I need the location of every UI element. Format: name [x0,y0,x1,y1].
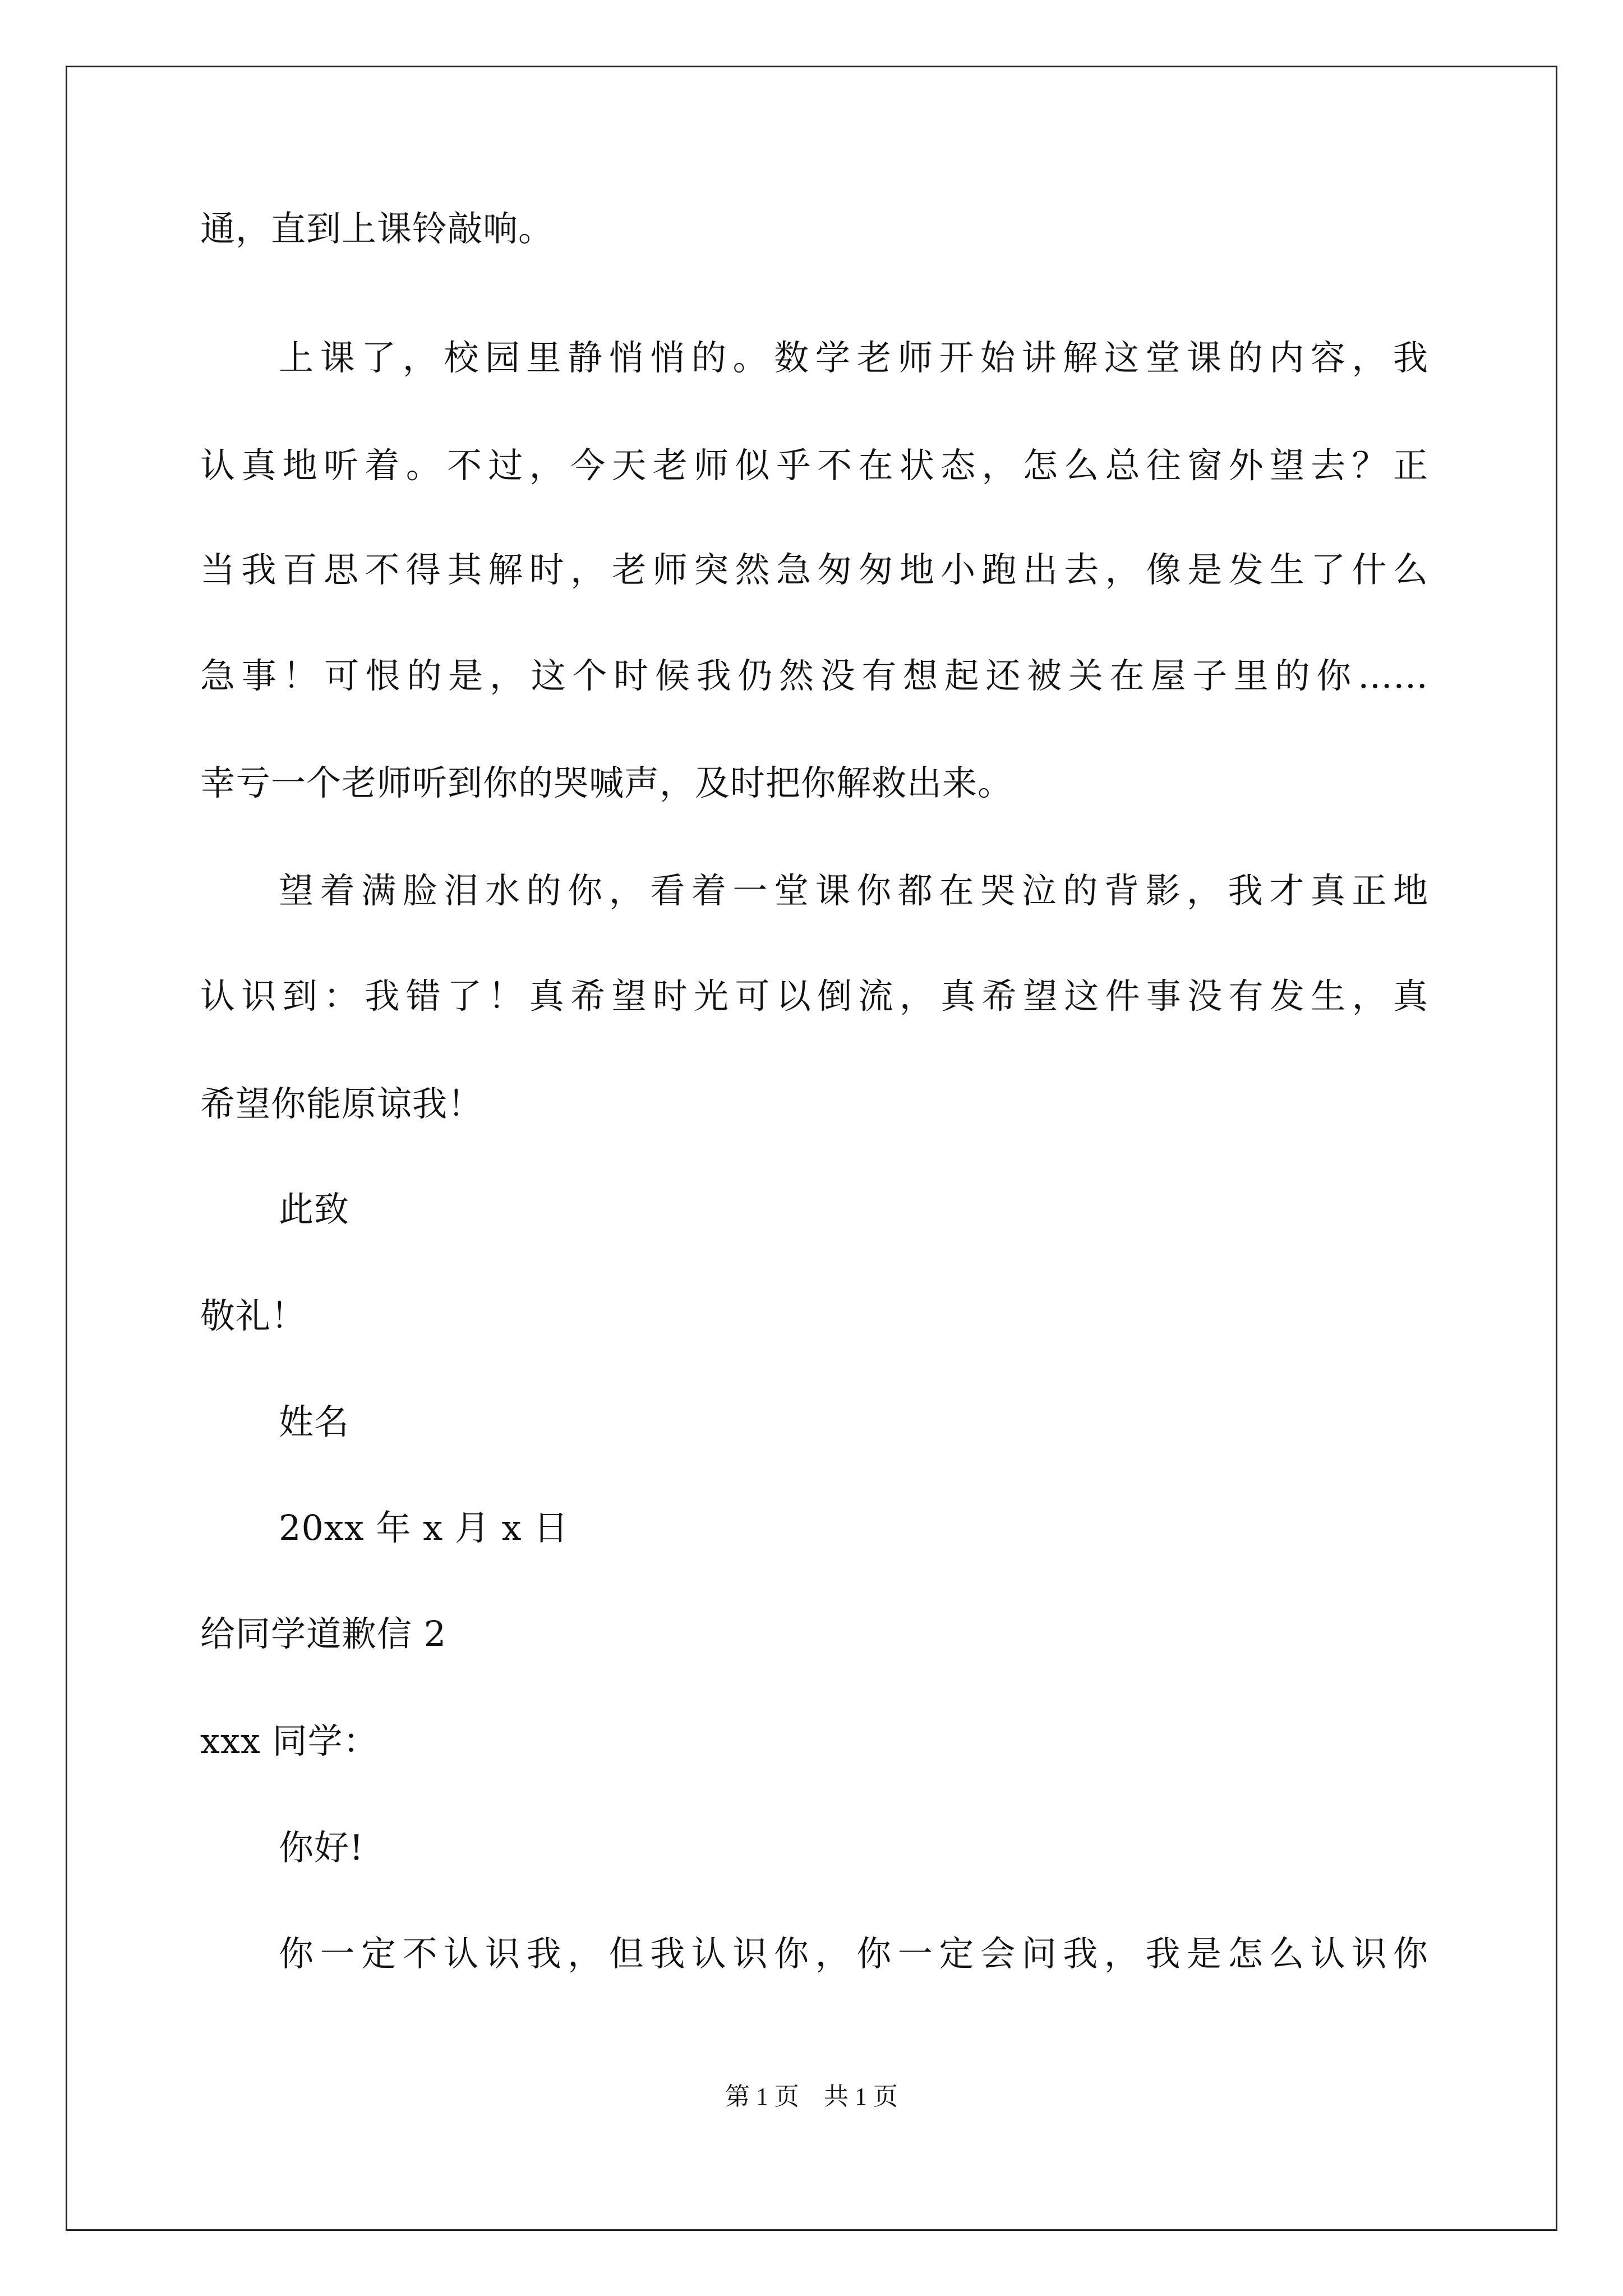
hello-line: 你好! [279,1827,364,1868]
closing-respect: 敬礼！ [200,1295,307,1336]
body-line-2: 上课了，校园里静悄悄的。数学老师开始讲解这堂课的内容，我 [279,337,1428,378]
recipient-greeting: xxx 同学： [200,1720,379,1761]
letter-title: 给同学道歉信 2 [200,1613,447,1654]
body-line-4: 当我百思不得其解时，老师突然急匆匆地小跑出去，像是发生了什么 [200,549,1428,590]
body-line-17: 你一定不认识我，但我认识你，你一定会问我，我是怎么认识你 [279,1933,1428,1974]
page-frame [66,66,1557,2231]
body-line-7: 望着满脸泪水的你，看着一堂课你都在哭泣的背影，我才真正地 [279,870,1428,911]
signature-date: 20xx 年 x 月 x 日 [279,1507,569,1548]
body-line-1: 通，直到上课铃敲响。 [200,208,554,249]
body-line-6: 幸亏一个老师听到你的哭喊声，及时把你解救出来。 [200,762,1013,803]
page-footer: 第 1 页 共 1 页 [725,2083,898,2110]
body-line-5: 急事！可恨的是，这个时候我仍然没有想起还被关在屋子里的你…… [200,655,1428,696]
closing-salutation: 此致 [279,1189,350,1230]
signature-name: 姓名 [279,1401,350,1442]
body-line-9: 希望你能原谅我！ [200,1083,483,1124]
body-line-8: 认识到：我错了！真希望时光可以倒流，真希望这件事没有发生，真 [200,976,1428,1016]
body-line-3: 认真地听着。不过，今天老师似乎不在状态，怎么总往窗外望去？正 [200,445,1428,486]
